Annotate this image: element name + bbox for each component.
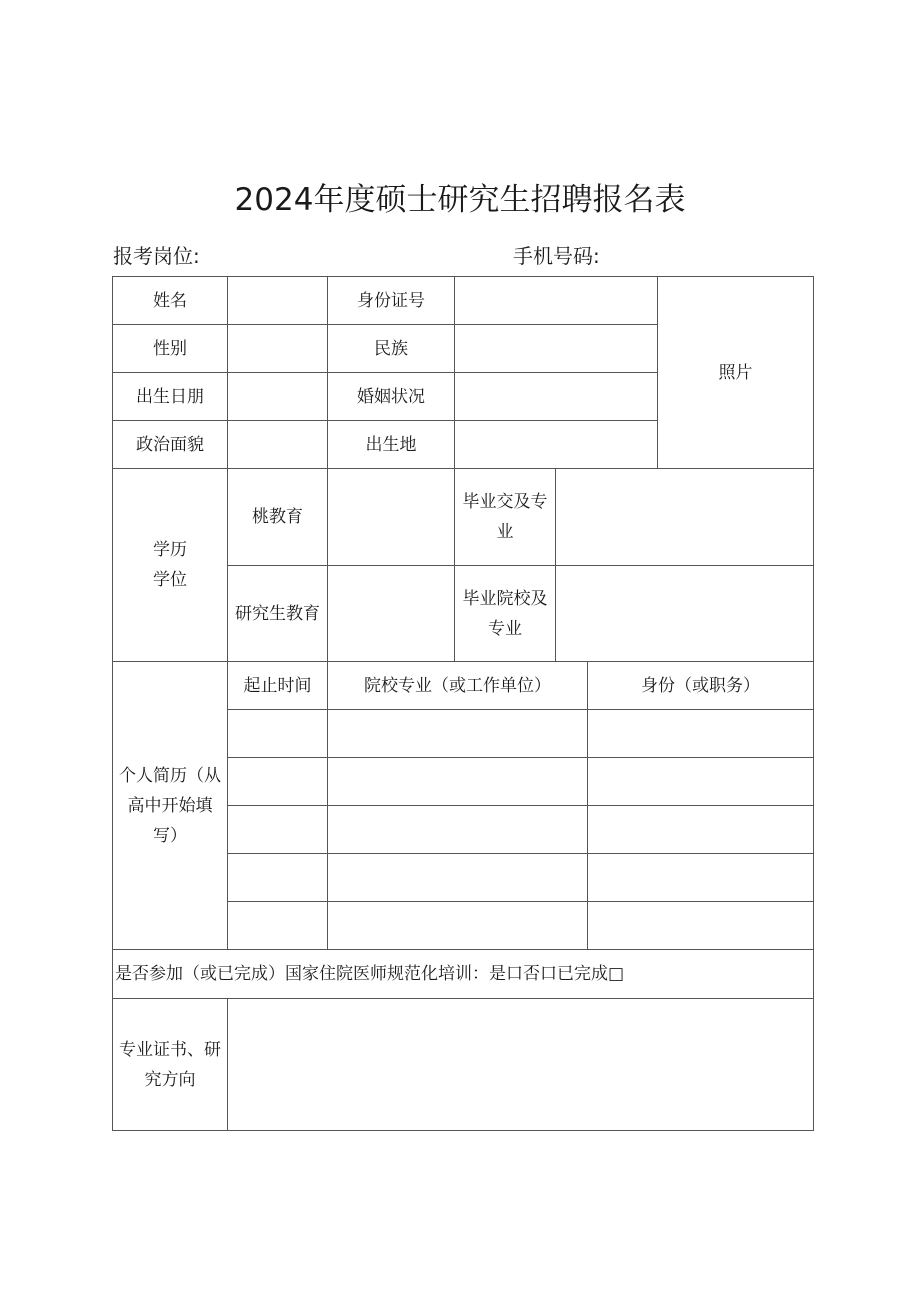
birthplace-label: 出生地 [328, 421, 455, 469]
grad-school-field[interactable] [556, 566, 814, 662]
certs-label-line1: 专业证书、研 [119, 1039, 221, 1060]
resume-time-cell[interactable] [228, 710, 328, 758]
education-label-line1: 学历 [153, 540, 187, 560]
ethnicity-field[interactable] [455, 325, 658, 373]
resume-role-cell[interactable] [588, 710, 814, 758]
marital-status-field[interactable] [455, 373, 658, 421]
phone-label: 手机号码: [513, 244, 600, 268]
resume-label-line3: 写） [153, 825, 187, 846]
ethnicity-label: 民族 [328, 325, 455, 373]
political-status-label: 政治面貌 [113, 421, 228, 469]
grad-field[interactable] [328, 566, 455, 662]
name-field[interactable] [228, 277, 328, 325]
undergrad-school-label [455, 469, 556, 566]
resume-col-school: 院校专业（或工作单位） [328, 662, 588, 710]
resume-school-cell[interactable] [328, 758, 588, 806]
gender-field[interactable] [228, 325, 328, 373]
resume-role-cell[interactable] [588, 806, 814, 854]
training-question[interactable]: 是否参加（或已完成）国家住院医师规范化培训：是口否口已完成□ [113, 950, 814, 999]
grad-school-label [455, 566, 556, 662]
undergrad-field[interactable] [328, 469, 455, 566]
resume-school-cell[interactable] [328, 902, 588, 950]
position-label: 报考岗位: [113, 244, 200, 268]
photo-label: 照片 [718, 362, 753, 383]
certs-field[interactable] [228, 999, 814, 1131]
resume-role-cell[interactable] [588, 758, 814, 806]
resume-group-label [113, 662, 228, 950]
resume-time-cell[interactable] [228, 854, 328, 902]
marital-status-label: 婚姻状况 [328, 373, 455, 421]
photo-box[interactable] [658, 277, 814, 469]
birth-date-field[interactable] [228, 373, 328, 421]
resume-time-cell[interactable] [228, 758, 328, 806]
undergrad-school-field[interactable] [556, 469, 814, 566]
id-number-field[interactable] [455, 277, 658, 325]
political-status-field[interactable] [228, 421, 328, 469]
birthplace-field[interactable] [455, 421, 658, 469]
resume-label-line2: 高中开始填 [127, 795, 213, 816]
certs-label [113, 999, 228, 1131]
name-label: 姓名 [113, 277, 228, 325]
id-number-label: 身份证号 [328, 277, 455, 325]
resume-col-time: 起止时间 [228, 662, 328, 710]
resume-role-cell[interactable] [588, 902, 814, 950]
grad-label: 研究生教育 [228, 566, 328, 662]
certs-label-line2: 究方向 [144, 1069, 196, 1090]
gender-label: 性别 [113, 325, 228, 373]
education-group-label [113, 469, 228, 662]
grad-school-label-line2: 专业 [488, 618, 522, 639]
resume-col-role: 身份（或职务） [588, 662, 814, 710]
undergrad-school-label-line2: 业 [496, 522, 514, 542]
undergrad-school-label-line1: 毕业交及专 [462, 492, 548, 512]
resume-time-cell[interactable] [228, 806, 328, 854]
resume-label-line1: 个人简历（从 [119, 765, 221, 786]
resume-school-cell[interactable] [328, 854, 588, 902]
grad-school-label-line1: 毕业院校及 [462, 588, 548, 609]
undergrad-label: 桃教育 [228, 469, 328, 566]
education-label-line2: 学位 [153, 570, 187, 590]
resume-time-cell[interactable] [228, 902, 328, 950]
resume-school-cell[interactable] [328, 710, 588, 758]
birth-date-label: 出生日朋 [113, 373, 228, 421]
resume-role-cell[interactable] [588, 854, 814, 902]
form-title: 2024年度硕士研究生招聘报名表 [234, 182, 686, 218]
registration-table [112, 276, 814, 1131]
resume-school-cell[interactable] [328, 806, 588, 854]
